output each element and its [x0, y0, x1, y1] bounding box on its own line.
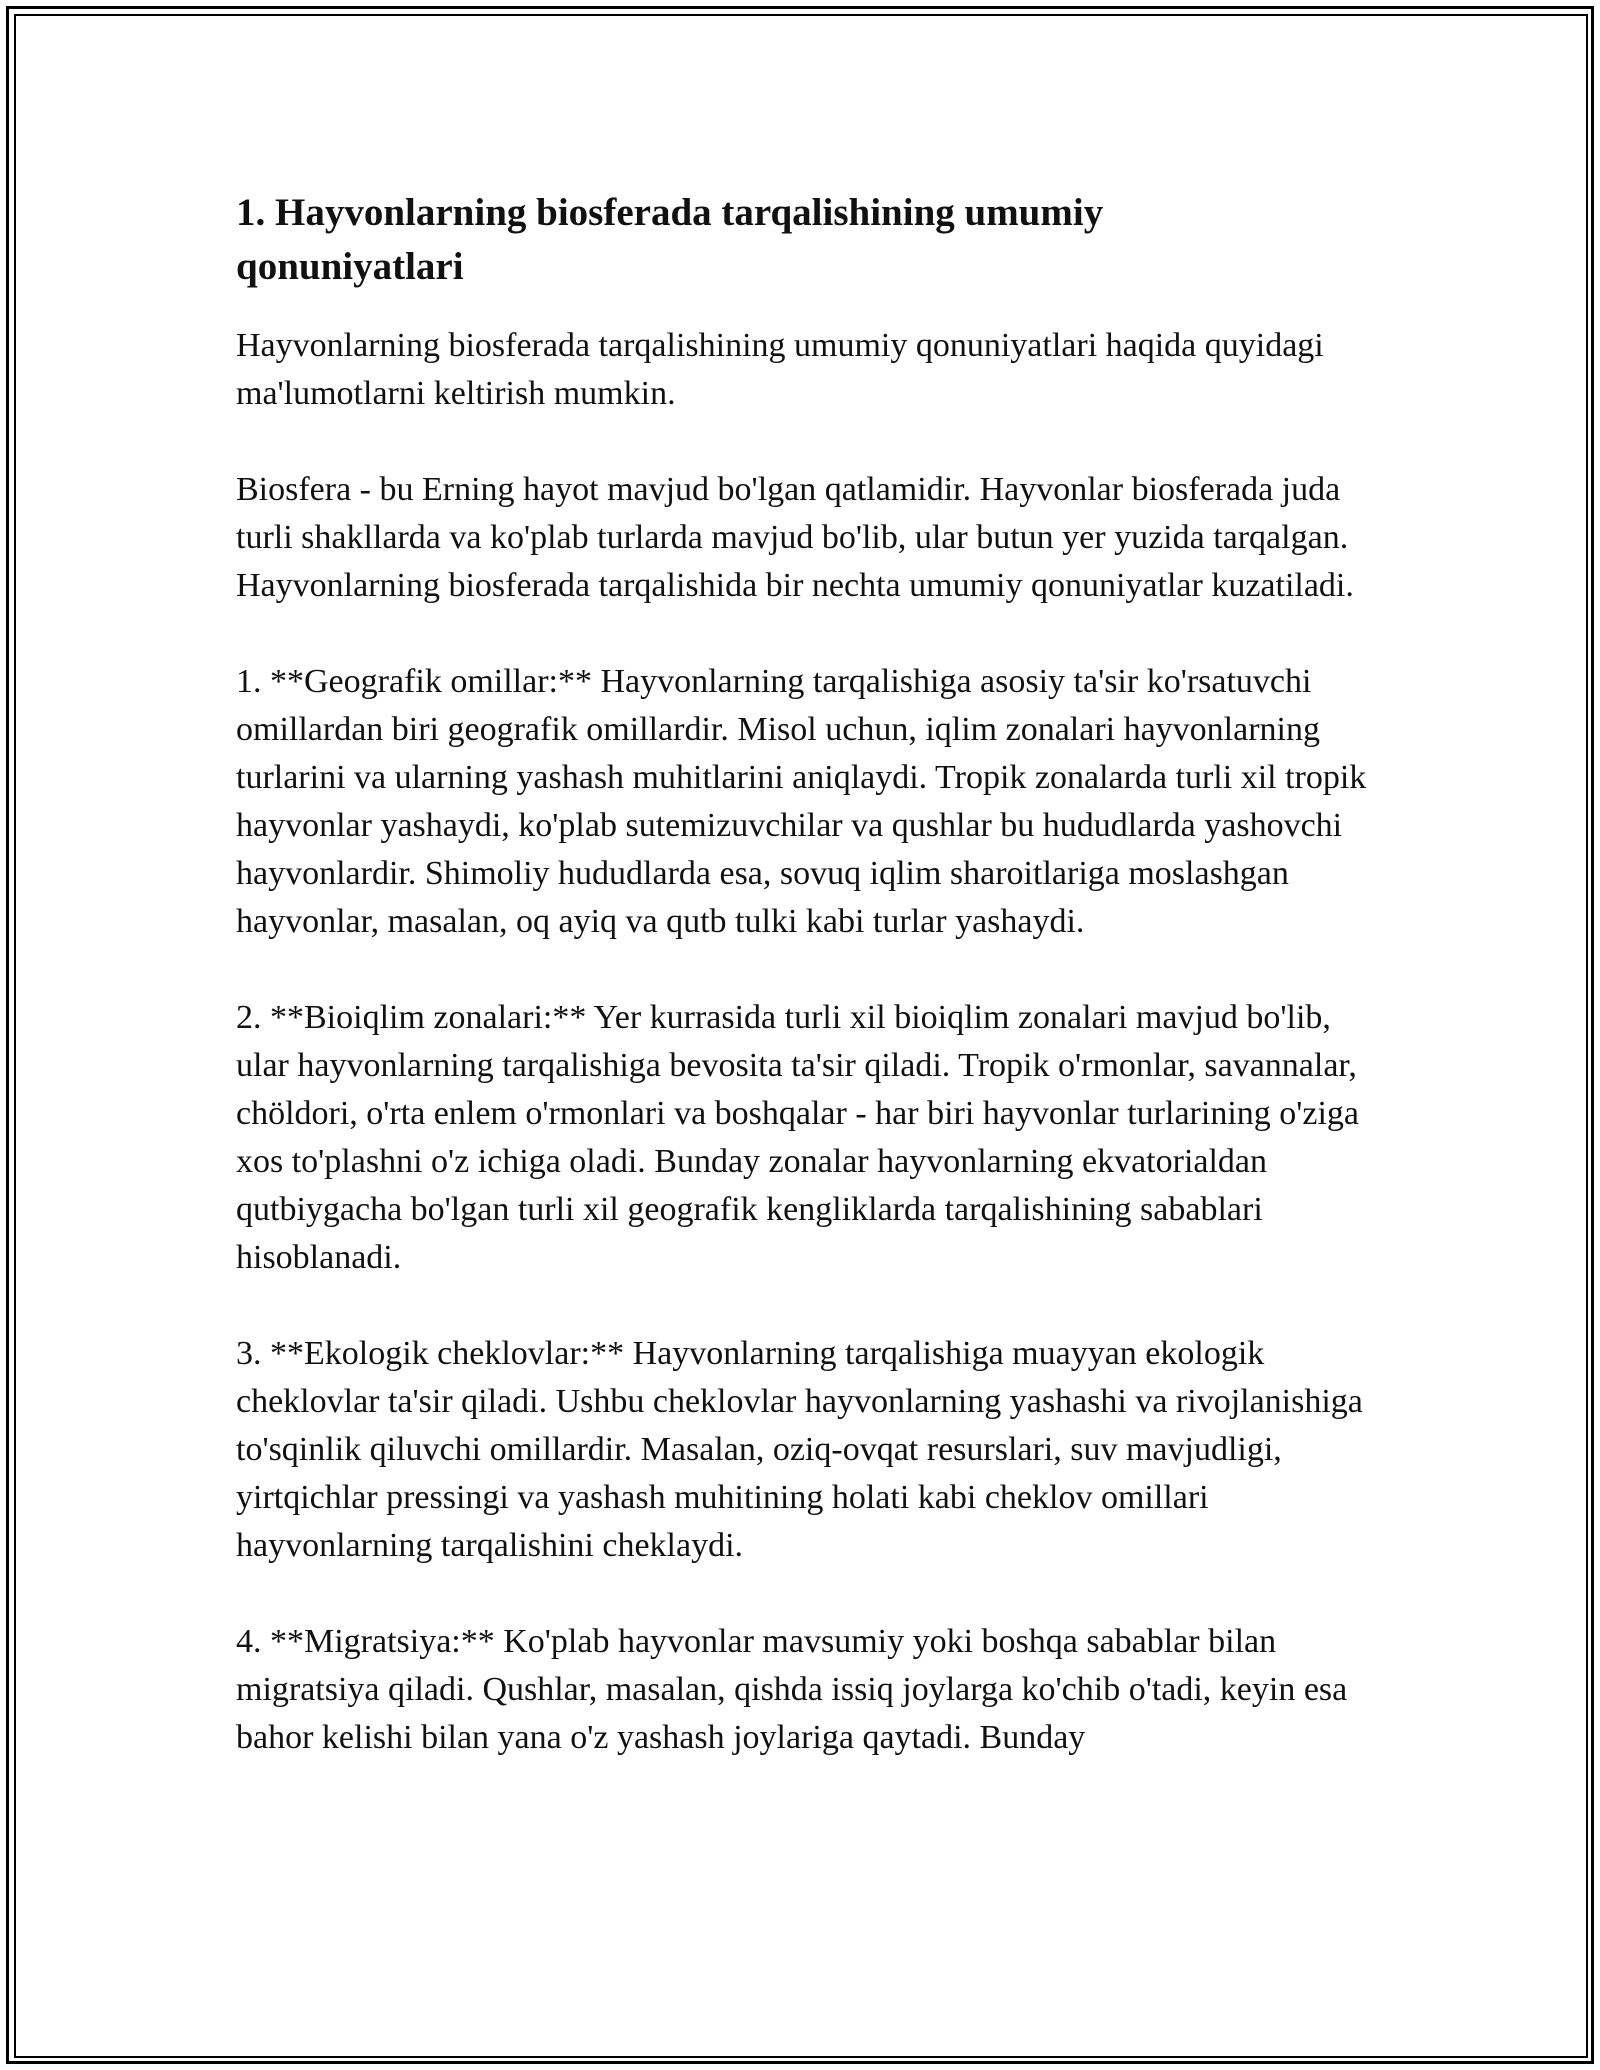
page-title: 1. Hayvonlarning biosferada tarqalishining umumiy qonuniyatlari — [236, 191, 1104, 288]
document-page — [236, 186, 1376, 1762]
biosphere-paragraph: Biosfera - bu Erning hayot mavjud bo'lgan qatlamidir. Hayvonlar biosferada juda turli shakllarda va ko'plab turlarda mavjud bo'lib, ular butun yer yuzida tarqalgan. Hayvonlarning biosferada tarqalishida bir nechta umumiy qonuniyatlar kuzatiladi. — [236, 471, 1354, 604]
ecological-constraints-paragraph: 3. **Ekologik cheklovlar:** Hayvonlarning tarqalishiga muayyan ekologik cheklovlar ta'sir qiladi. Ushbu cheklovlar hayvonlarning yashashi va rivojlanishiga to'sqinlik qiluvchi omillardir. Masalan, oziq-ovqat resurslari, suv mavjudligi, yirtqichlar pressingi va yashash muhitining holati kabi cheklov omillari hayvonlarning tarqalishini cheklaydi. — [236, 1335, 1363, 1564]
geographic-factors-paragraph: 1. **Geografik omillar:** Hayvonlarning tarqalishiga asosiy ta'sir ko'rsatuvchi omillardan biri geografik omillardir. Misol uchun, iqlim zonalari hayvonlarning turlarini va ularning yashash muhitlarini aniqlaydi. Tropik zonalarda turli xil tropik hayvonlar yashaydi, ko'plab sutemizuvchilar va qushlar bu hududlarda yashovchi hayvonlardir. Shimoliy hududlarda esa, sovuq iqlim sharoitlariga moslashgan hayvonlar, masalan, oq ayiq va qutb tulki kabi turlar yashaydi. — [236, 663, 1367, 940]
bioclimatic-zones-paragraph: 2. **Bioiqlim zonalari:** Yer kurrasida turli xil bioiqlim zonalari mavjud bo'lib, ular hayvonlarning tarqalishiga bevosita ta'sir qiladi. Tropik o'rmonlar, savannalar, chöldori, o'rta enlem o'rmonlari va boshqalar - har biri hayvonlar turlarining o'ziga xos to'plashni o'z ichiga oladi. Bunday zonalar hayvonlarning ekvatorialdan qutbiygacha bo'lgan turli xil geografik kengliklarda tarqalishining sabablari hisoblanadi. — [236, 999, 1360, 1276]
intro-paragraph: Hayvonlarning biosferada tarqalishining umumiy qonuniyatlari haqida quyidagi ma'lumotlarni keltirish mumkin. — [236, 327, 1324, 412]
migration-paragraph: 4. **Migratsiya:** Ko'plab hayvonlar mavsumiy yoki boshqa sabablar bilan migratsiya qiladi. Qushlar, masalan, qishda issiq joylarga ko'chib o'tadi, keyin esa bahor kelishi bilan yana o'z yashash joylariga qaytadi. Bunday — [236, 1623, 1348, 1756]
